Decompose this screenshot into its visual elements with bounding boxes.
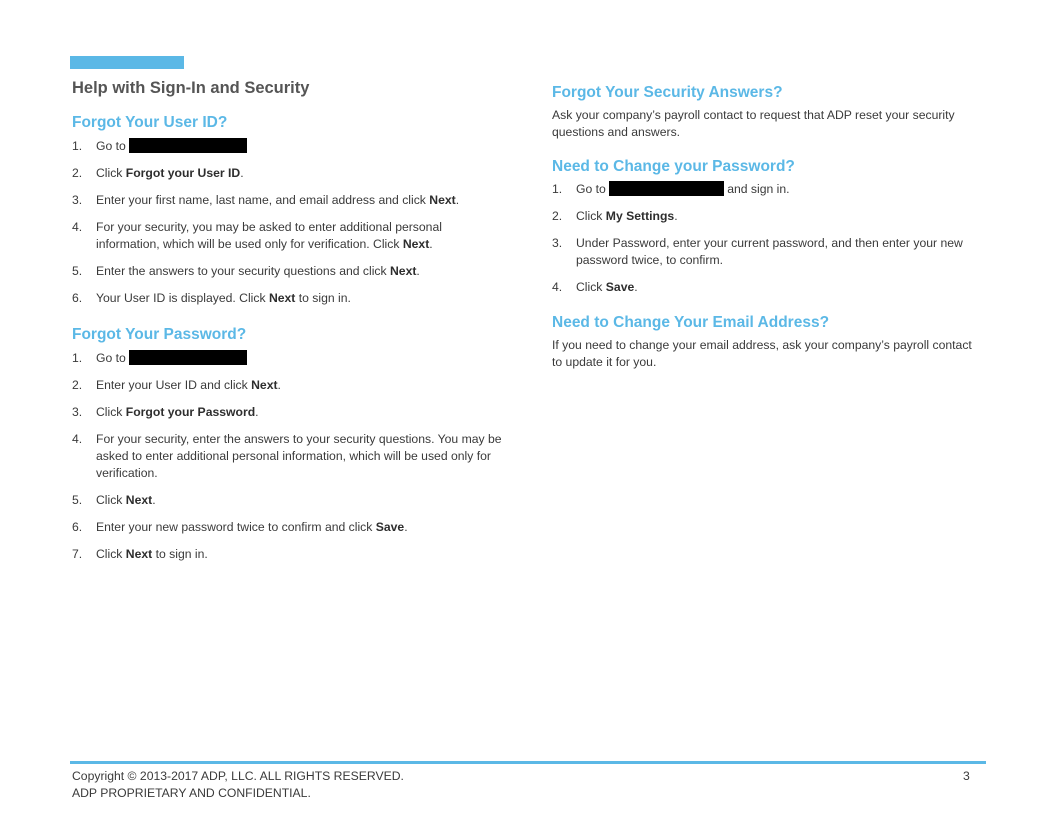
step-text: and sign in. [723, 182, 790, 196]
step-number: 5. [72, 264, 83, 278]
footer-confidential: ADP PROPRIETARY AND CONFIDENTIAL. [72, 786, 311, 800]
section-title-forgot-password: Forgot Your Password? [72, 326, 247, 343]
step-number: 1. [72, 139, 83, 153]
step-text: For your security, you may be asked to enter additional personal information, which will be used only for verification. Click [96, 220, 442, 251]
page-number: 3 [963, 769, 970, 783]
step-number: 4. [72, 432, 83, 446]
step-text: Enter your User ID and click [96, 378, 252, 392]
step-text: Enter the answers to your security questions and click [96, 264, 390, 278]
change-email-text: If you need to change your email address, ask your company’s payroll contact to update it for you. [552, 338, 972, 369]
step-bold-text: Next [268, 291, 296, 305]
step-number: 1. [552, 182, 563, 196]
step-bold-text: Next [251, 378, 278, 392]
list-item [72, 192, 502, 209]
list-item [72, 377, 502, 394]
list-item [72, 404, 502, 421]
step-number: 3. [72, 193, 83, 207]
step-number: 6. [72, 520, 83, 534]
step-text: Click [96, 166, 126, 180]
step-bold-text: My Settings [605, 209, 675, 223]
step-bold-text: Next [429, 193, 456, 207]
step-number: 5. [72, 493, 83, 507]
step-text: . [255, 405, 259, 419]
step-text: Click [96, 493, 126, 507]
forgot-user-id-steps [72, 138, 502, 317]
list-item [72, 350, 502, 367]
step-text: . [404, 520, 408, 534]
step-text: Click [96, 547, 126, 561]
step-text: Under Password, enter your current password, and then enter your new password twice, to confirm. [576, 236, 963, 267]
step-number: 4. [552, 280, 563, 294]
step-bold-text: Save [605, 280, 635, 294]
step-bold-text: Forgot your Password [125, 405, 256, 419]
redacted-link [609, 181, 724, 196]
step-text: Click [96, 405, 126, 419]
step-number: 4. [72, 220, 83, 234]
footer [72, 768, 404, 802]
security-answers-text: Ask your company’s payroll contact to request that ADP reset your security questions and answers. [552, 108, 955, 139]
list-item [72, 492, 502, 509]
step-bold-text: Next [125, 493, 153, 507]
redacted-link [129, 138, 247, 153]
list-item [72, 546, 502, 563]
list-item [72, 219, 502, 253]
step-text: Go to [96, 139, 126, 153]
step-text: . [416, 264, 420, 278]
step-number: 2. [552, 209, 563, 223]
redacted-link [129, 350, 247, 365]
step-number: 2. [72, 166, 83, 180]
header-accent-bar [70, 56, 184, 69]
section-title-change-email: Need to Change Your Email Address? [552, 314, 830, 331]
step-text: . [240, 166, 244, 180]
step-text: . [634, 280, 638, 294]
list-item [72, 138, 502, 155]
step-bold-text: Save [375, 520, 405, 534]
step-text: . [455, 193, 460, 207]
list-item [72, 519, 502, 536]
step-number: 1. [72, 351, 83, 365]
step-text: to sign in. [152, 547, 208, 561]
list-item [552, 279, 977, 296]
list-item [552, 208, 977, 225]
section-title-forgot-user-id: Forgot Your User ID? [72, 114, 228, 131]
step-number: 2. [72, 378, 83, 392]
step-bold-text: Next [125, 547, 153, 561]
step-text: . [152, 493, 156, 507]
footer-copyright: Copyright © 2013-2017 ADP, LLC. ALL RIGHTS RESERVED. [72, 769, 404, 783]
step-text: Your User ID is displayed. Click [96, 291, 269, 305]
step-number: 3. [552, 236, 563, 250]
step-text: . [277, 378, 281, 392]
step-text: . [674, 209, 678, 223]
list-item [552, 181, 977, 198]
page-title: Help with Sign-In and Security [72, 79, 310, 97]
step-text: to sign in. [295, 291, 351, 305]
step-number: 6. [72, 291, 83, 305]
step-text: For your security, enter the answers to your security questions. You may be asked to enter additional personal information, which will be used only for verification. [96, 432, 502, 480]
step-text: Click [576, 280, 606, 294]
step-text: Enter your first name, last name, and email address and click [96, 193, 430, 207]
list-item [72, 431, 502, 482]
section-title-change-password: Need to Change your Password? [552, 158, 795, 175]
step-bold-text: Next [390, 264, 417, 278]
step-number: 3. [72, 405, 83, 419]
step-text: Go to [576, 182, 606, 196]
step-number: 7. [72, 547, 83, 561]
step-text: Click [576, 209, 606, 223]
step-bold-text: Forgot your User ID [125, 166, 241, 180]
list-item [552, 235, 977, 269]
section-title-forgot-security-answers: Forgot Your Security Answers? [552, 84, 783, 101]
change-password-steps [552, 181, 977, 306]
step-text: Enter your new password twice to confirm and click [96, 520, 376, 534]
list-item [72, 290, 502, 307]
step-bold-text: Next [402, 237, 430, 251]
list-item [72, 263, 502, 280]
footer-divider [70, 761, 986, 764]
step-text: Go to [96, 351, 126, 365]
forgot-password-steps [72, 350, 502, 573]
list-item [72, 165, 502, 182]
step-text: . [429, 237, 433, 251]
